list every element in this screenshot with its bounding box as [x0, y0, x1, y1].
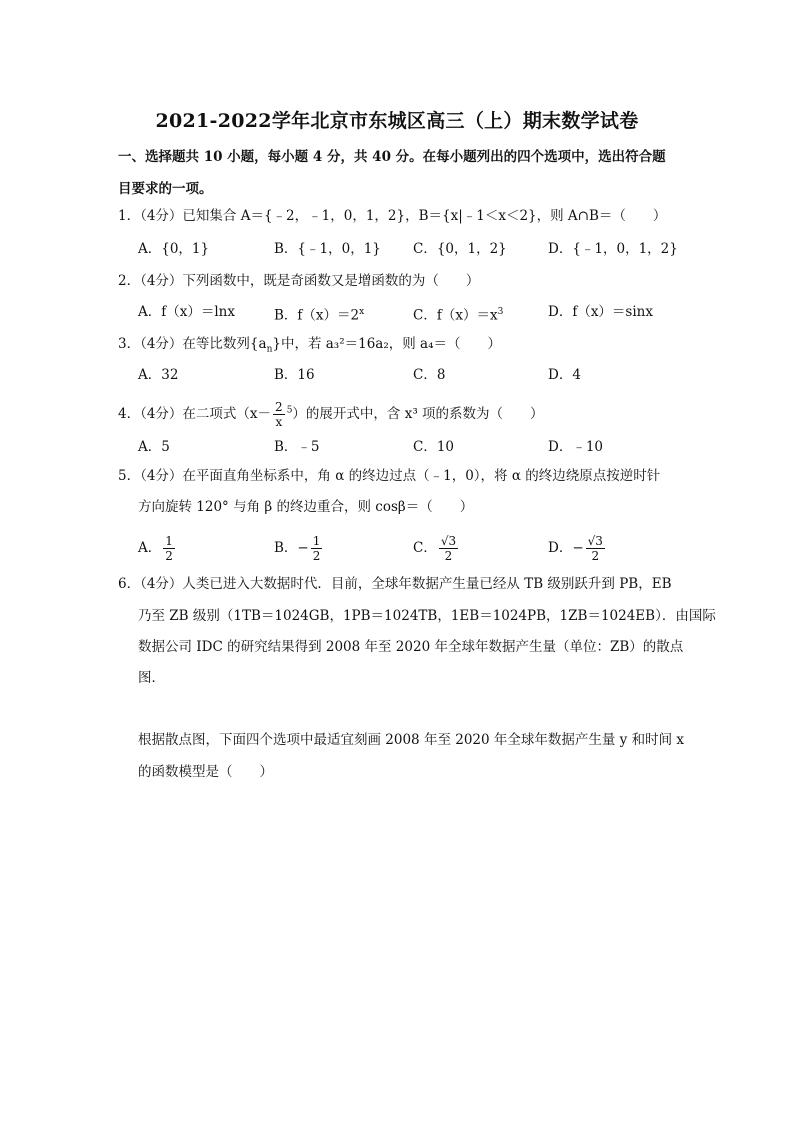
- question-6-stem-line2: 乃至 ZB 级别（1TB＝1024GB，1PB＝1024TB，1EB＝1024PB，1ZB＝1024EB）．由国际: [138, 608, 716, 624]
- question-3-option-d: D．4: [548, 367, 581, 383]
- question-2-option-c: C．$f(x)=x^3$: [413, 307, 504, 324]
- question-6-stem-line4: 图．: [138, 670, 165, 686]
- question-4-option-c: C．10: [413, 439, 455, 455]
- question-5-stem-line1: 5．（4分）在平面直角坐标系中，角 α 的终边过点（﹣1，0），将 α 的终边绕原点按逆时针: [118, 468, 661, 484]
- question-1-option-a: A．{0，1}: [138, 241, 210, 257]
- question-3-option-c: C．8: [413, 367, 446, 383]
- question-3-option-b: B．16: [274, 367, 315, 383]
- question-5-option-c: C． $\frac{√3}{2}$: [413, 534, 457, 563]
- question-2-option-b: B．$f(x)=2^x$: [274, 307, 365, 324]
- question-6-stem-line5: 根据散点图，下面四个选项中最适宜刻画 2008 年至 2020 年全球年数据产生量 y 和时间 x: [138, 732, 684, 748]
- question-1-option-b: B．{﹣1，0，1}: [274, 241, 381, 257]
- section-heading-line1: 一、选择题共 10 小题，每小题 4 分，共 40 分。在每小题列出的四个选项中，选出符合题: [118, 149, 666, 165]
- section-heading-line2: 目要求的一项。: [118, 181, 213, 197]
- question-6-stem-line6: 的函数模型是（ ）: [138, 764, 273, 780]
- question-2-option-a: A．f（x）＝lnx: [138, 304, 235, 320]
- question-4-stem: 4．（4分）在二项式（x－ $\frac{2}{x}$ $^5$）的展开式中，含 x³ 项的系数为（ ）: [118, 400, 544, 429]
- question-1-option-d: D．{﹣1，0，1，2}: [548, 241, 678, 257]
- question-2-option-d: D．f（x）＝sinx: [548, 304, 653, 320]
- question-5-option-b: B．− $\frac{1}{2}$: [274, 534, 321, 563]
- question-6-stem-line3: 数据公司 IDC 的研究结果得到 2008 年至 2020 年全球年数据产生量（单位：ZB）的散点: [138, 639, 684, 655]
- page-title: 2021-2022学年北京市东城区高三（上）期末数学试卷: [155, 110, 639, 132]
- question-3-option-a: A．32: [138, 367, 179, 383]
- question-5-option-a: A． $\frac{1}{2}$: [138, 534, 173, 563]
- question-5-option-d: D．− $\frac{√3}{2}$: [548, 534, 603, 563]
- question-2-stem: 2．（4分）下列函数中，既是奇函数又是增函数的为（ ）: [118, 273, 480, 289]
- question-1-stem: 1．（4分）已知集合 A＝{﹣2，﹣1，0，1，2}，B＝{x|﹣1＜x＜2}，则 A∩B＝（ ）: [118, 208, 667, 224]
- question-4-option-a: A．5: [138, 439, 170, 455]
- question-6-stem-line1: 6．（4分）人类已进入大数据时代．目前，全球年数据产生量已经从 TB 级别跃升到 PB，EB: [118, 576, 672, 592]
- question-1-option-c: C．{0，1，2}: [413, 241, 507, 257]
- question-3-stem: 3．（4分）在等比数列$\{a_n\}$中，若 a₃²＝16a₂，则 a₄＝（ ）: [118, 336, 502, 355]
- question-4-option-d: D．﹣10: [548, 439, 604, 455]
- question-5-stem-line2: 方向旋转 120° 与角 β 的终边重合，则 cosβ＝（ ）: [138, 499, 474, 515]
- question-4-option-b: B．﹣5: [274, 439, 320, 455]
- fraction: $\frac{2}{x}$: [275, 400, 283, 429]
